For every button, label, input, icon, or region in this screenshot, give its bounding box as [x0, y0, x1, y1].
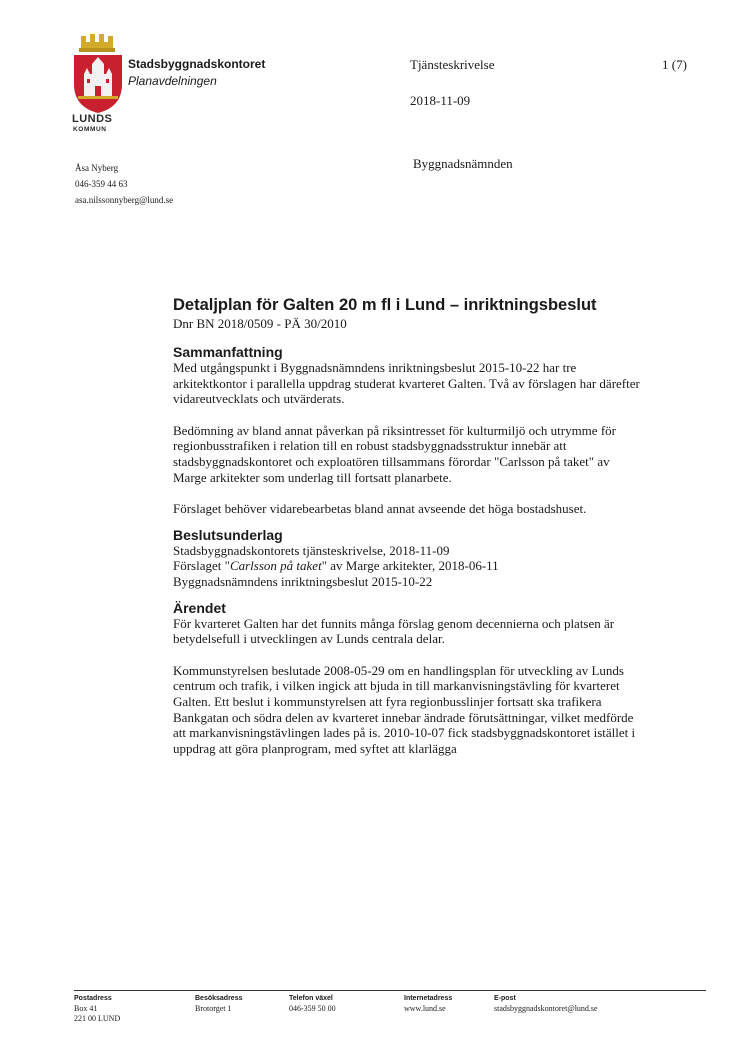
basis-item-1: Stadsbyggnadskontorets tjänsteskrivelse, 2018-11-09 — [173, 542, 450, 558]
footer-visit-value: Brotorget 1 — [195, 1004, 232, 1013]
summary-paragraph-3: Förslaget behöver vidarebearbetas bland annat avseende det höga bostadshuset. — [173, 501, 587, 517]
author-name: Åsa Nyberg — [75, 163, 119, 173]
basis-item-2-prefix: Förslaget " — [173, 558, 230, 574]
footer-web-label: Internetadress — [404, 995, 453, 1002]
footer-email — [494, 994, 598, 1014]
footer-phone-value: 046-359 50 00 — [289, 1004, 336, 1013]
footer-visit-label: Besöksadress — [195, 995, 243, 1002]
section-heading-basis: Beslutsunderlag — [173, 526, 283, 543]
basis-item-3: Byggnadsnämndens inriktningsbeslut 2015-10-22 — [173, 573, 433, 589]
author-email: asa.nilssonnyberg@lund.se — [75, 195, 174, 205]
basis-item-2-title: Carlsson på taket — [229, 558, 322, 574]
author-phone: 046-359 44 63 — [75, 179, 128, 189]
basis-list — [173, 543, 643, 590]
footer-email-value[interactable]: stadsbyggnadskontoret@lund.se — [494, 1004, 598, 1013]
logo-text-lunds: LUNDS — [72, 113, 113, 125]
matter-paragraph-1: För kvarteret Galten har det funnits många förslag genom decennierna och platsen är betydelsefull i utvecklingen av Lunds centrala delar. — [173, 615, 615, 647]
document-type: Tjänsteskrivelse — [410, 57, 495, 72]
recipient: Byggnadsnämnden — [413, 156, 513, 171]
footer-email-label: E-post — [494, 995, 516, 1002]
section-heading-matter: Ärendet — [173, 599, 226, 616]
document-body — [173, 295, 643, 772]
document-title: Detaljplan för Galten 20 m fl i Lund – inriktningsbeslut — [173, 296, 597, 314]
footer-phone — [289, 994, 336, 1014]
footer-visit — [195, 994, 242, 1014]
document-date: 2018-11-09 — [410, 93, 471, 108]
footer-web-value[interactable]: www.lund.se — [404, 1004, 446, 1013]
footer-web — [404, 994, 452, 1014]
department-name: Planavdelningen — [128, 74, 217, 88]
matter-paragraph-2: Kommunstyrelsen beslutade 2008-05-29 om en handlingsplan för utveckling av Lunds centrum och trafik, i vilken ingick att bjuda in till markanvisningstävling för kvarteret Galten. Ett beslut i kommunstyrelsen att fyra regionbusslinjer fortsatt ska trafikera Bankgatan och södra delen av kvarteret innebar ändrade förutsättningar, vilket medförde att markanvisningstävlingen lades på is. 2010-10-07 fick stadsbyggnadskontoret istället i uppdrag att göra planprogram, med syftet att klarlägga — [173, 662, 636, 756]
footer-postal-label: Postadress — [74, 995, 112, 1002]
footer-postal-line2: 221 00 LUND — [74, 1014, 121, 1023]
logo-text-kommun: KOMMUN — [73, 126, 107, 133]
document-dnr: Dnr BN 2018/0509 - PÄ 30/2010 — [173, 316, 347, 331]
summary-paragraph-1: Med utgångspunkt i Byggnadsnämndens inriktningsbeslut 2015-10-22 har tre arkitektkontor i parallella uppdrag studerat kvarteret Galten. Två av förslagen har därefter vidareutvecklats och utvärderats. — [173, 360, 640, 407]
page-number: 1 (7) — [662, 57, 687, 72]
basis-item-2-suffix: " av Marge arkitekter, 2018-06-11 — [321, 558, 499, 574]
footer-postal — [74, 994, 120, 1024]
organization-name: Stadsbyggnadskontoret — [128, 57, 266, 71]
section-heading-summary: Sammanfattning — [173, 344, 283, 360]
basis-item-2 — [173, 558, 643, 574]
footer-postal-line1: Box 41 — [74, 1004, 98, 1013]
author-block — [75, 160, 173, 208]
summary-paragraph-2: Bedömning av bland annat påverkan på riksintresset för kulturmiljö och utrymme för regionbusstrafiken i relation till en robust stadsbyggnadsstruktur innebär att stadsbyggnadskontoret och exploatören tillsammans förordar "Carlsson på taket" av Marge arkitekter som underlag till fortsatt planarbete. — [173, 422, 616, 485]
footer-divider — [74, 990, 706, 991]
lund-municipality-logo — [70, 34, 126, 140]
footer-phone-label: Telefon växel — [289, 995, 333, 1002]
